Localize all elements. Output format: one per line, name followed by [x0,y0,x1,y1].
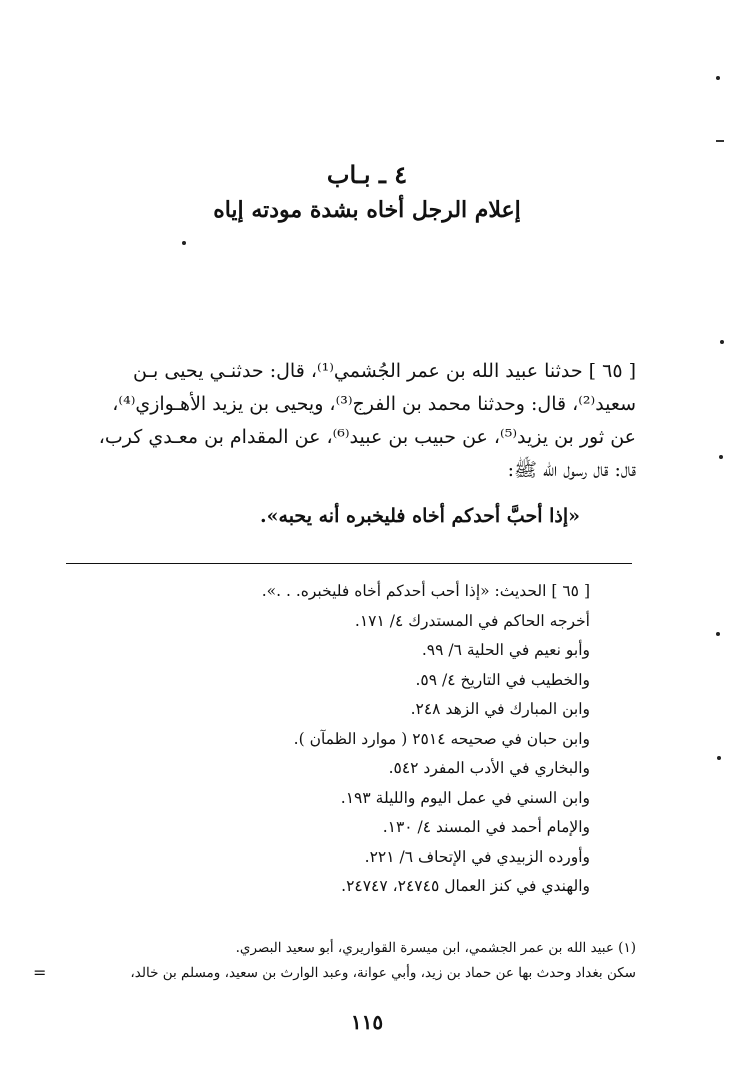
takhrij-section [100,577,590,902]
takhrij-line: وأورده الزبيدي في الإتحاف ٦/ ٢٢١. [364,847,590,866]
page-number: ١١٥ [350,1010,384,1034]
scan-speck [716,76,720,80]
takhrij-line: وابن حبان في صحيحه ٢٥١٤ ( موارد الظمآن ). [293,729,590,748]
scan-speck [717,756,721,760]
footnote-line: سكن بغداد وحدث بها عن حماد بن زيد، وأبي عوانة، وعبد الوارث بن سعيد، ومسلم بن خالد، [130,965,636,981]
continuation-mark: = [33,963,47,982]
chapter-number: ٤ ـ بـاب [326,160,408,189]
takhrij-line: والإمام أحمد في المسند ٤/ ١٣٠. [382,818,590,836]
hadith-line: [ ٦٥ ] حدثنا عبيد الله بن عمر الجُشمي⁽¹⁾، قال: حدثنـي يحيى بـن [133,360,636,382]
hadith-line: قال: قال رسول الله ﷺ: [507,459,636,481]
footnote-line: (١) عبيد الله بن عمر الجشمي، ابن ميسرة القواريري، أبو سعيد البصري. [235,940,636,956]
takhrij-line: [ ٦٥ ] الحديث: «إذا أحب أحدكم أخاه فليخبره. . .». [261,582,590,600]
scan-speck [716,140,724,142]
takhrij-line: وابن المبارك في الزهد ٢٤٨. [410,700,590,718]
hadith-isnad [66,355,636,487]
takhrij-line: والخطيب في التاريخ ٤/ ٥٩. [415,670,590,689]
scan-speck [182,241,186,245]
hadith-matn: «إذا أحبَّ أحدكم أخاه فليخبره أنه يحبه». [260,505,580,527]
takhrij-line: والهندي في كنز العمال ٢٤٧٤٥، ٢٤٧٤٧. [341,877,590,895]
footnote-divider [66,563,632,564]
hadith-line: عن ثور بن يزيد⁽⁵⁾، عن حبيب بن عبيد⁽⁶⁾، عن المقدام بن معـدي كرب، [98,426,636,448]
scan-speck [720,340,724,344]
chapter-title: إعلام الرجل أخاه بشدة مودته إياه [213,197,521,223]
scan-speck [716,632,720,636]
takhrij-line: وأبو نعيم في الحلية ٦/ ٩٩. [421,641,590,659]
takhrij-line: والبخاري في الأدب المفرد ٥٤٢. [388,759,590,777]
takhrij-line: وابن السني في عمل اليوم والليلة ١٩٣. [340,788,590,807]
hadith-line: سعيد⁽²⁾، قال: وحدثنا محمد بن الفرج⁽³⁾، ويحيى بن يزيد الأهـوازي⁽⁴⁾، [112,393,636,415]
takhrij-line: أخرجه الحاكم في المستدرك ٤/ ١٧١. [354,611,590,630]
scan-speck [719,455,723,459]
